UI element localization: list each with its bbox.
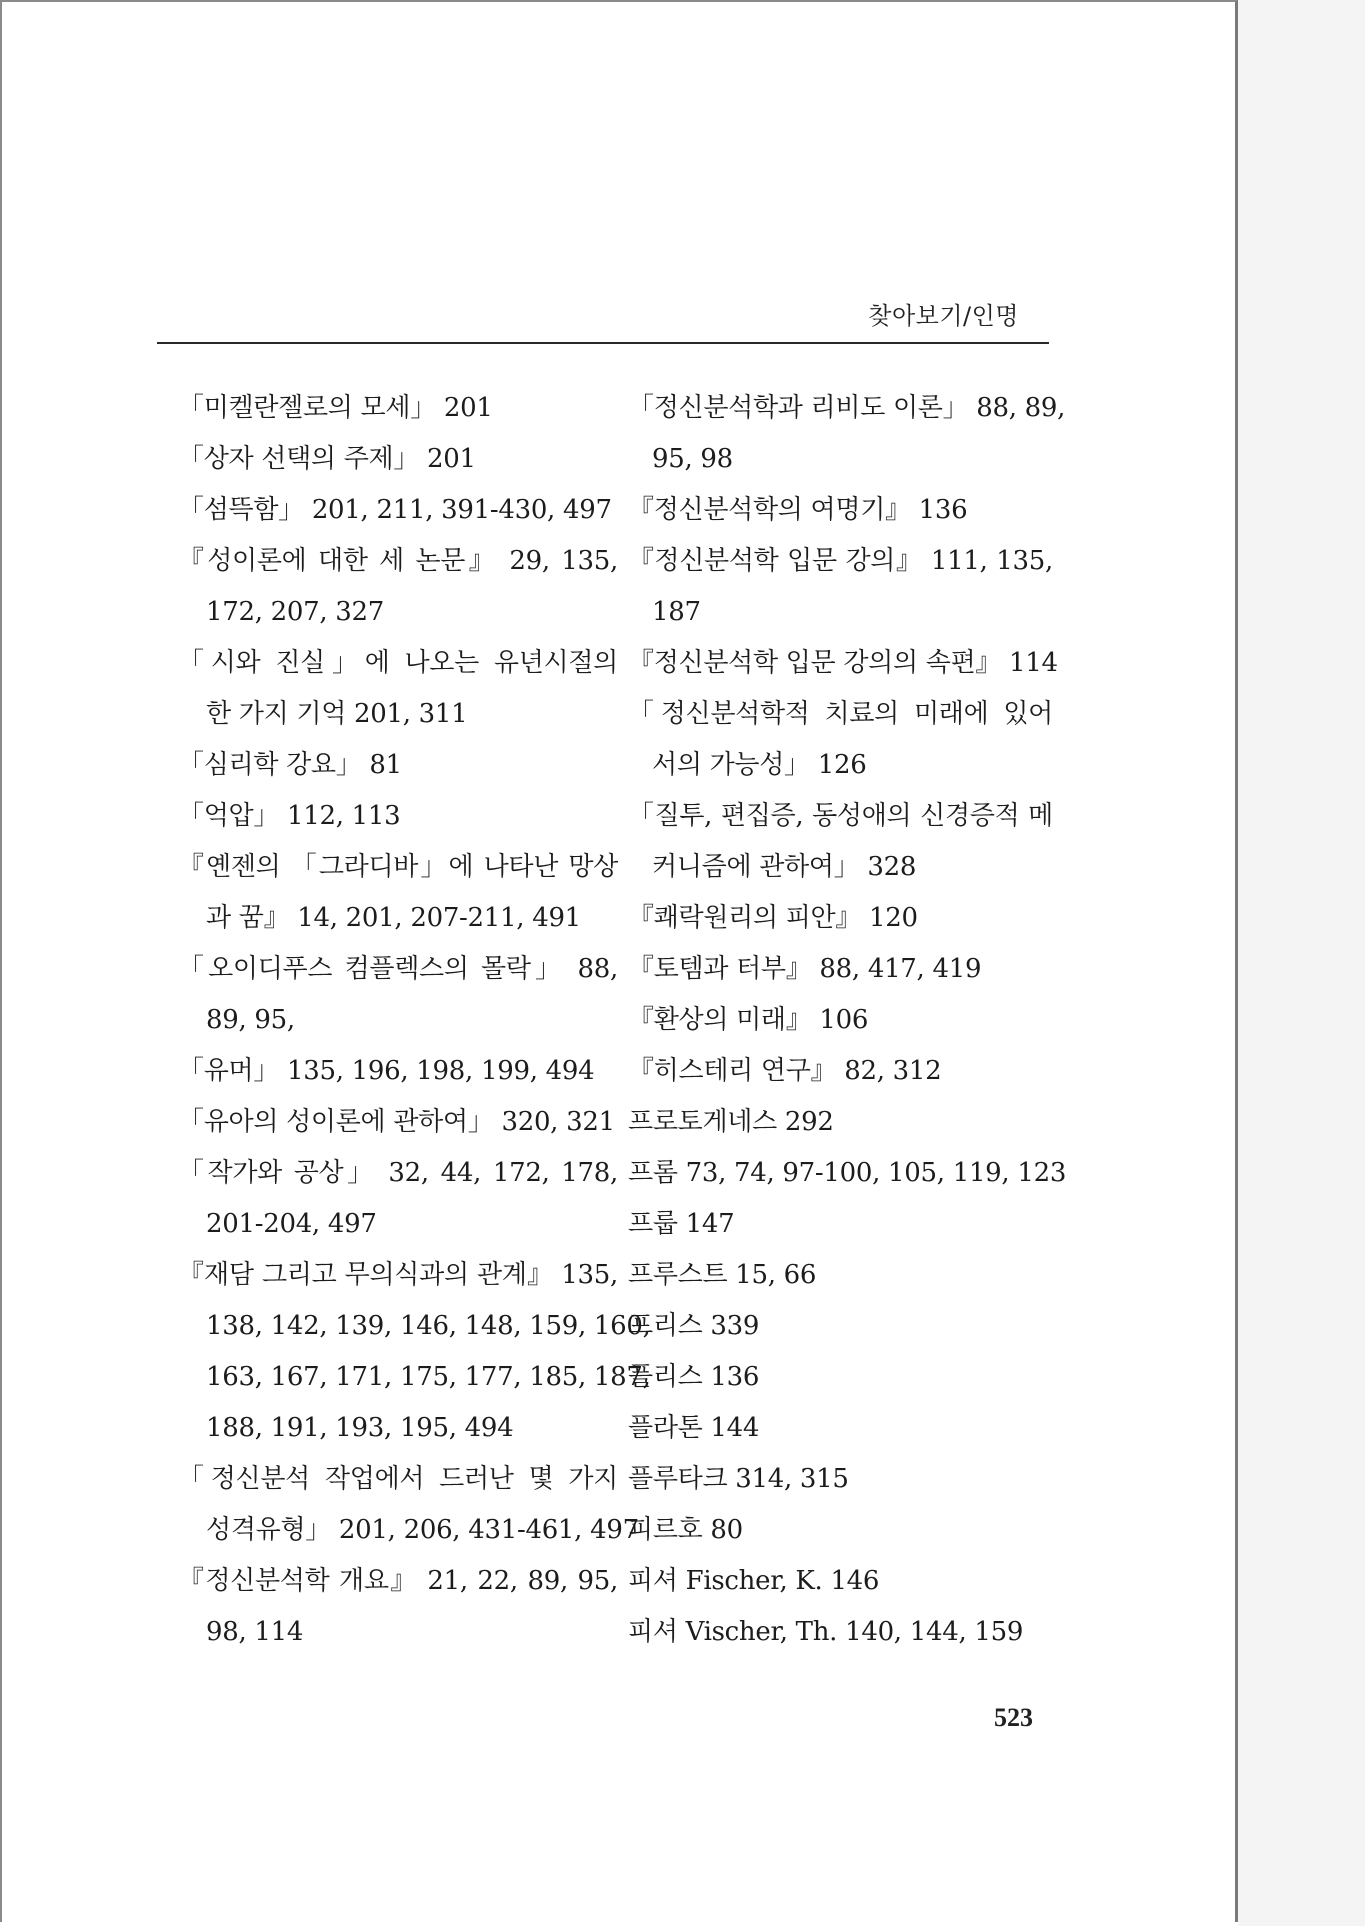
index-entry — [178, 1148, 618, 1250]
index-entry — [628, 689, 1053, 791]
index-entry-line: 「오이디푸스 컴플렉스의 몰락」 88, — [178, 954, 618, 984]
index-entry-line: 『옌젠의 「그라디바」에 나타난 망상 — [178, 852, 618, 882]
index-entry-line: 『토템과 터부』 88, 417, 419 — [628, 954, 982, 984]
index-entry — [178, 1046, 618, 1097]
index-entry-line: 프룹 147 — [628, 1209, 735, 1239]
index-entry — [178, 944, 618, 1046]
index-entry-line: 『쾌락원리의 피안』 120 — [628, 903, 918, 933]
index-entry-line: 『정신분석학 입문 강의의 속편』 114 — [628, 648, 1058, 678]
index-entry-line: 「정신분석학적 치료의 미래에 있어 — [628, 699, 1053, 729]
index-entry — [178, 638, 618, 740]
index-entry-line: 『재담 그리고 무의식과의 관계』 135, — [178, 1260, 618, 1290]
index-entry — [628, 1046, 1053, 1097]
scan-margin — [1238, 0, 1365, 1926]
index-entry-line: 『성이론에 대한 세 논문』 29, 135, — [178, 546, 618, 576]
index-entry — [628, 995, 1053, 1046]
page-number: 523 — [994, 1703, 1033, 1732]
index-entry-continuation: 172, 207, 327 — [206, 597, 385, 627]
index-entry — [628, 383, 1066, 485]
index-entry-line: 플라톤 144 — [628, 1413, 760, 1443]
index-entry — [178, 485, 618, 536]
index-entry — [178, 1250, 651, 1454]
index-entry-continuation: 187 — [652, 597, 701, 627]
index-entry-continuation: 95, 98 — [652, 444, 733, 474]
index-entry-line: 「유머」 135, 196, 198, 199, 494 — [178, 1056, 595, 1086]
index-entry — [628, 1403, 1053, 1454]
index-entry — [628, 893, 1053, 944]
index-entry — [628, 1607, 1053, 1658]
index-entry — [178, 740, 618, 791]
index-entry-line: 「심리학 강요」 81 — [178, 750, 402, 780]
index-entry-continuation: 201-204, 497 — [206, 1209, 377, 1239]
index-entry — [178, 1454, 639, 1556]
running-header: 찾아보기/인명 — [868, 302, 1019, 330]
index-entry — [628, 1556, 1053, 1607]
index-entry-line: 『정신분석학 개요』 21, 22, 89, 95, — [178, 1566, 618, 1596]
index-entry — [628, 1148, 1067, 1199]
index-entry-continuation: 89, 95, — [206, 1005, 295, 1035]
index-entry-continuation: 커니즘에 관하여」 328 — [652, 852, 917, 882]
index-entry — [628, 1301, 1053, 1352]
index-entry-line: 피셔 Fischer, K. 146 — [628, 1566, 880, 1596]
index-entry — [628, 485, 1053, 536]
index-entry-line: 프리스 339 — [628, 1311, 760, 1341]
index-entry — [628, 1352, 1053, 1403]
index-column-right — [628, 383, 1067, 1658]
index-entry-line: 프루스트 15, 66 — [628, 1260, 817, 1290]
index-entry-line: 「정신분석 작업에서 드러난 몇 가지 — [178, 1464, 618, 1494]
index-entry-continuation: 성격유형」 201, 206, 431-461, 497 — [206, 1515, 639, 1545]
index-entry — [628, 638, 1058, 689]
index-entry — [178, 383, 618, 434]
index-entry-continuation: 98, 114 — [206, 1617, 304, 1647]
index-entry-line: 「질투, 편집증, 동성애의 신경증적 메 — [628, 801, 1053, 831]
index-entry-continuation: 188, 191, 193, 195, 494 — [206, 1413, 514, 1443]
index-entry — [178, 842, 618, 944]
header-rule — [157, 342, 1049, 344]
index-entry — [628, 1097, 1053, 1148]
index-entry-line: 「유아의 성이론에 관하여」 320, 321 — [178, 1107, 615, 1137]
index-entry-line: 「시와 진실」에 나오는 유년시절의 — [178, 648, 618, 678]
index-entry-continuation: 163, 167, 171, 175, 177, 185, 187, — [206, 1362, 651, 1392]
index-entry-line: 플루타크 314, 315 — [628, 1464, 849, 1494]
index-entry — [628, 944, 1053, 995]
index-entry-line: 「미켈란젤로의 모세」 201 — [178, 393, 493, 423]
index-entry-line: 『환상의 미래』 106 — [628, 1005, 869, 1035]
index-entry-line: 「정신분석학과 리비도 이론」 88, 89, — [628, 393, 1066, 423]
index-entry-continuation: 138, 142, 139, 146, 148, 159, 160, — [206, 1311, 651, 1341]
index-entry — [178, 1097, 618, 1148]
index-entry-line: 「섬뜩함」 201, 211, 391-430, 497 — [178, 495, 612, 525]
index-entry — [178, 434, 618, 485]
index-entry-continuation: 한 가지 기억 201, 311 — [206, 699, 468, 729]
index-entry-continuation: 과 꿈』 14, 201, 207-211, 491 — [206, 903, 581, 933]
index-entry — [628, 536, 1053, 638]
index-entry-line: 「억압」 112, 113 — [178, 801, 401, 831]
index-entry — [178, 536, 618, 638]
index-entry — [628, 1250, 1053, 1301]
index-entry — [628, 1199, 1053, 1250]
index-entry — [628, 1505, 1053, 1556]
index-entry — [628, 791, 1053, 893]
index-entry-line: 『히스테리 연구』 82, 312 — [628, 1056, 942, 1086]
index-entry-line: 『정신분석학 입문 강의』 111, 135, — [628, 546, 1053, 576]
index-entry-line: 『정신분석학의 여명기』 136 — [628, 495, 968, 525]
index-entry-line: 플리스 136 — [628, 1362, 760, 1392]
index-column-left — [178, 383, 651, 1658]
index-entry — [628, 1454, 1053, 1505]
index-entry-line: 피셔 Vischer, Th. 140, 144, 159 — [628, 1617, 1024, 1647]
index-entry — [178, 1556, 618, 1658]
index-entry-line: 피르호 80 — [628, 1515, 743, 1545]
index-entry-continuation: 서의 가능성」 126 — [652, 750, 867, 780]
index-entry-line: 프롬 73, 74, 97-100, 105, 119, 123 — [628, 1158, 1067, 1188]
index-entry-line: 「상자 선택의 주제」 201 — [178, 444, 476, 474]
index-entry — [178, 791, 618, 842]
index-entry-line: 프로토게네스 292 — [628, 1107, 834, 1137]
index-entry-line: 「작가와 공상」 32, 44, 172, 178, — [178, 1158, 618, 1188]
